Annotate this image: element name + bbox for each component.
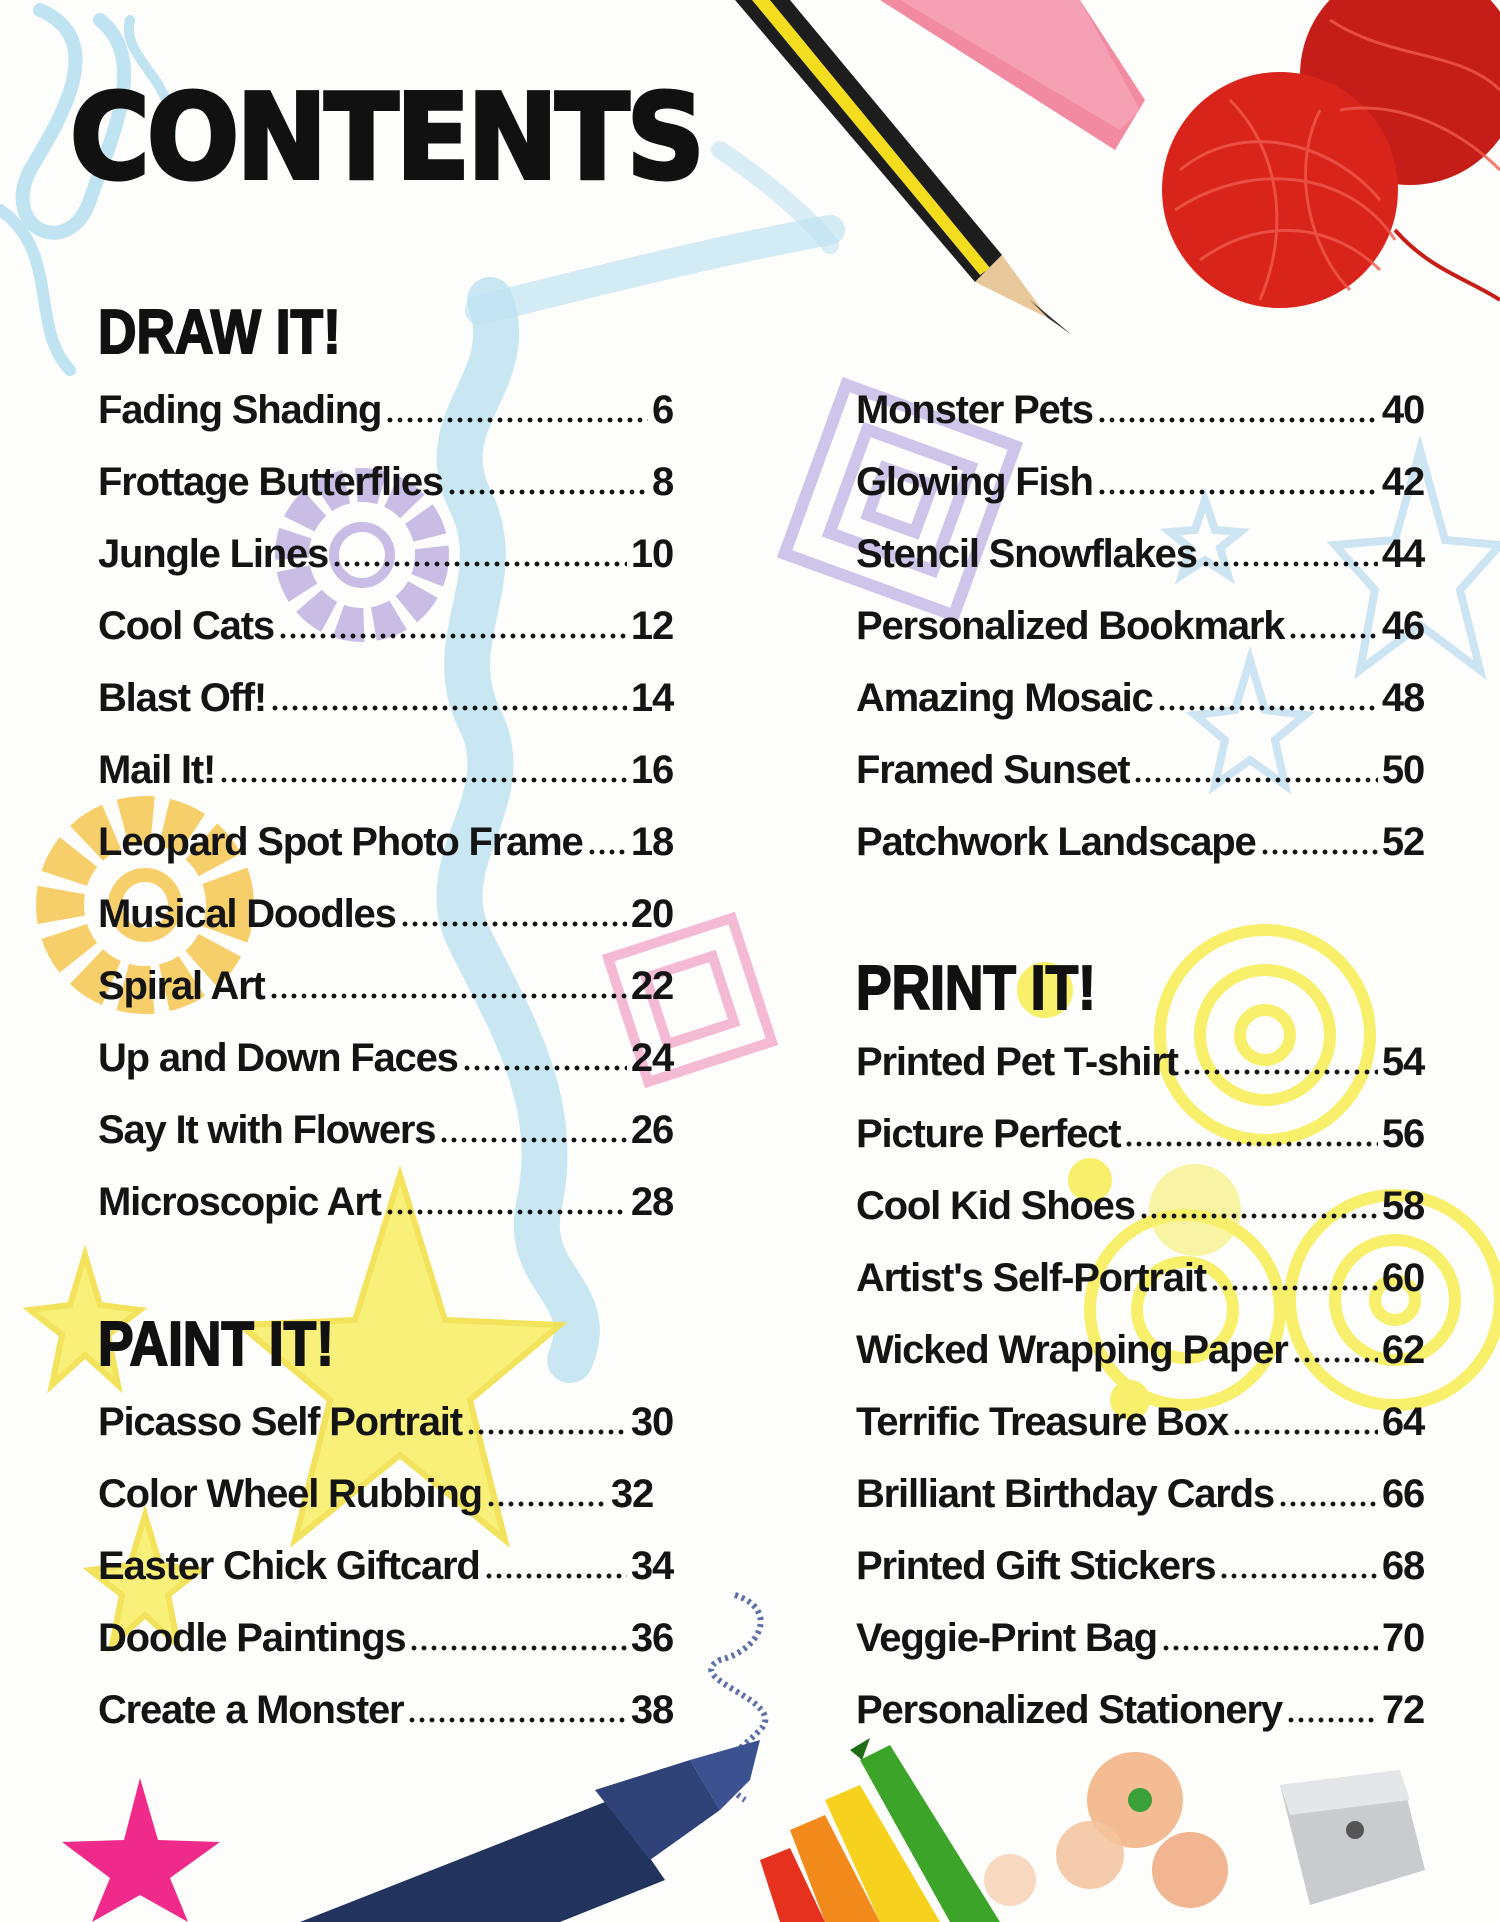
leader-dots	[385, 1208, 627, 1216]
star-icon	[62, 1778, 220, 1922]
toc-item-label: Musical Doodles	[98, 892, 396, 936]
page-title: CONTENTS	[70, 68, 703, 206]
toc-item-page: 66	[1381, 1472, 1424, 1516]
toc-item-page: 38	[630, 1688, 673, 1732]
toc-item-page: 56	[1381, 1112, 1424, 1156]
toc-item-label: Veggie-Print Bag	[856, 1616, 1157, 1660]
toc-item-label: Printed Pet T-shirt	[856, 1040, 1178, 1084]
yarn-ball-icon	[1162, 0, 1500, 308]
leader-dots	[1157, 704, 1378, 712]
toc-item-page: 36	[630, 1616, 673, 1660]
leader-dots	[587, 848, 627, 856]
toc-item[interactable]	[856, 1042, 1424, 1082]
leader-dots	[1292, 1356, 1378, 1364]
toc-item[interactable]	[98, 606, 673, 646]
toc-item-label: Glowing Fish	[856, 460, 1093, 504]
toc-item-label: Spiral Art	[98, 964, 265, 1008]
toc-item-page: 6	[651, 388, 673, 432]
toc-item-page: 20	[630, 892, 673, 936]
leader-dots	[269, 992, 627, 1000]
toc-item[interactable]	[98, 1618, 673, 1658]
toc-item-page: 54	[1381, 1040, 1424, 1084]
toc-item[interactable]	[98, 1402, 673, 1442]
leader-dots	[466, 1428, 627, 1436]
leader-dots	[332, 560, 627, 568]
toc-item-page: 18	[630, 820, 673, 864]
toc-item[interactable]	[98, 1110, 673, 1150]
toc-item[interactable]	[98, 966, 673, 1006]
toc-item-label: Wicked Wrapping Paper	[856, 1328, 1288, 1372]
toc-item-label: Up and Down Faces	[98, 1036, 458, 1080]
toc-item-label: Personalized Stationery	[856, 1688, 1282, 1732]
toc-item-label: Personalized Bookmark	[856, 604, 1285, 648]
toc-item-label: Picasso Self Portrait	[98, 1400, 462, 1444]
toc-item[interactable]	[98, 678, 673, 718]
toc-item-page: 58	[1381, 1184, 1424, 1228]
toc-item-page: 42	[1381, 460, 1424, 504]
toc-item-label: Mail It!	[98, 748, 216, 792]
toc-item-page: 10	[630, 532, 673, 576]
toc-item-page: 64	[1381, 1400, 1424, 1444]
toc-item-label: Frottage Butterflies	[98, 460, 443, 504]
toc-item-label: Brilliant Birthday Cards	[856, 1472, 1274, 1516]
toc-item-label: Terrific Treasure Box	[856, 1400, 1229, 1444]
toc-item[interactable]	[856, 1402, 1424, 1442]
leader-dots	[462, 1064, 627, 1072]
leader-dots	[1097, 416, 1378, 424]
toc-item-label: Stencil Snowflakes	[856, 532, 1197, 576]
section-heading-draw: DRAW IT!	[98, 298, 341, 367]
toc-item[interactable]	[98, 894, 673, 934]
toc-item-page: 24	[630, 1036, 673, 1080]
leader-dots	[1232, 1428, 1378, 1436]
toc-item-page: 70	[1381, 1616, 1424, 1660]
toc-item-label: Blast Off!	[98, 676, 267, 720]
toc-item-label: Doodle Paintings	[98, 1616, 406, 1660]
toc-item-label: Monster Pets	[856, 388, 1093, 432]
leader-dots	[486, 1500, 607, 1508]
toc-item-page: 48	[1381, 676, 1424, 720]
leader-dots	[1278, 1500, 1378, 1508]
toc-item-label: Say It with Flowers	[98, 1108, 436, 1152]
toc-item-page: 30	[630, 1400, 673, 1444]
toc-item[interactable]	[856, 1618, 1424, 1658]
leader-dots	[1219, 1572, 1378, 1580]
toc-item[interactable]	[856, 1258, 1424, 1298]
leader-dots	[409, 1644, 626, 1652]
toc-item[interactable]	[98, 534, 673, 574]
toc-item[interactable]	[856, 1186, 1424, 1226]
toc-item-label: Color Wheel Rubbing	[98, 1472, 482, 1516]
leader-dots	[270, 704, 627, 712]
toc-item[interactable]	[856, 1114, 1424, 1154]
toc-item-label: Jungle Lines	[98, 532, 329, 576]
toc-item-page: 32	[610, 1472, 653, 1516]
leader-dots	[1097, 488, 1378, 496]
toc-item-label: Cool Kid Shoes	[856, 1184, 1135, 1228]
toc-item-page: 40	[1381, 388, 1424, 432]
leader-dots	[219, 776, 627, 784]
colored-pencils-icon	[760, 1738, 1000, 1922]
chalk-icon	[880, 0, 1145, 150]
leader-dots	[1288, 632, 1378, 640]
toc-item-page: 26	[630, 1108, 673, 1152]
toc-item-page: 12	[630, 604, 673, 648]
toc-item-page: 8	[651, 460, 673, 504]
leader-dots	[400, 920, 627, 928]
toc-item[interactable]	[98, 1182, 673, 1222]
toc-item-page: 34	[630, 1544, 673, 1588]
leader-dots	[1161, 1644, 1378, 1652]
toc-item[interactable]	[856, 606, 1424, 646]
section-heading-print: PRINT IT!	[856, 954, 1096, 1023]
leader-dots	[484, 1572, 627, 1580]
toc-item-label: Cool Cats	[98, 604, 274, 648]
toc-item-label: Microscopic Art	[98, 1180, 381, 1224]
leader-dots	[1133, 776, 1378, 784]
toc-item[interactable]	[856, 390, 1424, 430]
toc-item-page: 68	[1381, 1544, 1424, 1588]
toc-item[interactable]	[856, 534, 1424, 574]
toc-item-label: Easter Chick Giftcard	[98, 1544, 480, 1588]
toc-item[interactable]	[98, 822, 673, 862]
toc-item[interactable]	[98, 1690, 673, 1730]
leader-dots	[1182, 1068, 1378, 1076]
toc-item-page: 44	[1381, 532, 1424, 576]
leader-dots	[1124, 1140, 1378, 1148]
toc-item-label: Printed Gift Stickers	[856, 1544, 1216, 1588]
toc-item-page: 46	[1381, 604, 1424, 648]
leader-dots	[439, 1136, 627, 1144]
leader-dots	[1210, 1284, 1378, 1292]
leader-dots	[447, 488, 648, 496]
toc-item[interactable]	[856, 1690, 1424, 1730]
toc-item-label: Framed Sunset	[856, 748, 1130, 792]
toc-item[interactable]	[98, 1038, 673, 1078]
toc-item-page: 16	[630, 748, 673, 792]
leader-dots	[1201, 560, 1378, 568]
glitter-glue-icon	[300, 1740, 760, 1922]
toc-item-label: Amazing Mosaic	[856, 676, 1153, 720]
toc-item-label: Fading Shading	[98, 388, 382, 432]
leader-dots	[385, 416, 648, 424]
toc-item[interactable]	[98, 462, 673, 502]
toc-item[interactable]	[856, 462, 1424, 502]
toc-item-label: Patchwork Landscape	[856, 820, 1256, 864]
toc-item[interactable]	[98, 1546, 673, 1586]
toc-item-page: 28	[630, 1180, 673, 1224]
toc-item-page: 22	[630, 964, 673, 1008]
leader-dots	[1139, 1212, 1378, 1220]
leader-dots	[407, 1716, 627, 1724]
toc-item-page: 62	[1381, 1328, 1424, 1372]
toc-item[interactable]	[856, 678, 1424, 718]
toc-item-page: 52	[1381, 820, 1424, 864]
toc-item-page: 60	[1381, 1256, 1424, 1300]
toc-item[interactable]	[856, 822, 1424, 862]
sharpener-icon	[1280, 1770, 1425, 1905]
toc-item-label: Create a Monster	[98, 1688, 404, 1732]
toc-item[interactable]	[856, 1474, 1424, 1514]
toc-item[interactable]	[98, 390, 673, 430]
toc-item-page: 72	[1381, 1688, 1424, 1732]
toc-item-label: Picture Perfect	[856, 1112, 1121, 1156]
leader-dots	[278, 632, 627, 640]
toc-item-label: Artist's Self-Portrait	[856, 1256, 1206, 1300]
toc-item-page: 50	[1381, 748, 1424, 792]
toc-item[interactable]	[856, 1330, 1424, 1370]
toc-item[interactable]	[856, 750, 1424, 790]
toc-item[interactable]	[98, 1474, 653, 1514]
leader-dots	[1260, 848, 1378, 856]
leader-dots	[1286, 1716, 1378, 1724]
toc-item[interactable]	[98, 750, 673, 790]
toc-item-label: Leopard Spot Photo Frame	[98, 820, 583, 864]
toc-item[interactable]	[856, 1546, 1424, 1586]
section-heading-paint: PAINT IT!	[98, 1310, 334, 1379]
pencil-shavings-icon	[984, 1752, 1228, 1908]
toc-item-page: 14	[630, 676, 673, 720]
